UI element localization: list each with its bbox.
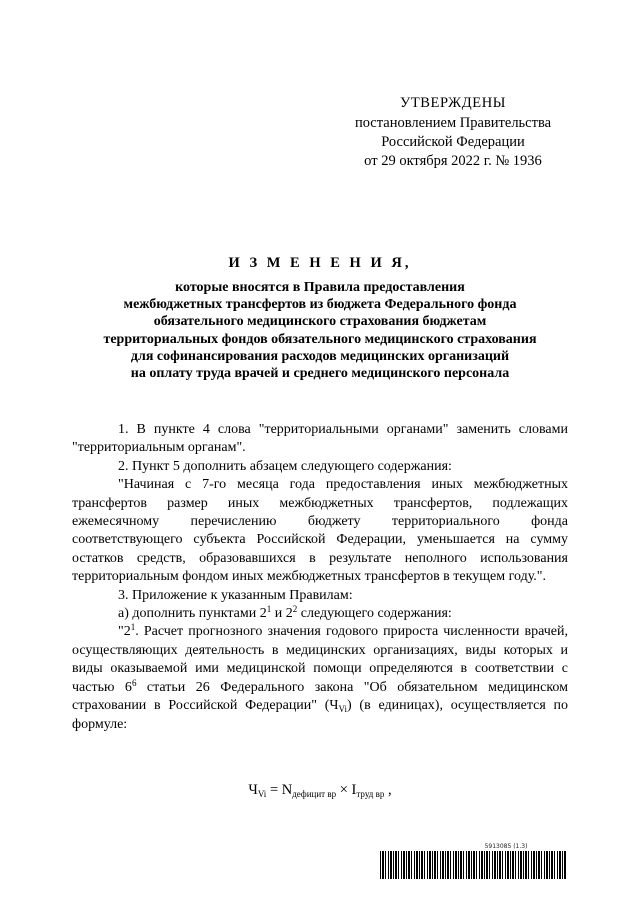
paragraph-5-text-c: следующего содержания: <box>297 606 452 622</box>
superscript: 1 <box>266 604 272 615</box>
superscript: 2 <box>292 604 298 615</box>
document-body <box>72 421 568 734</box>
subscript: Vi <box>338 704 347 715</box>
barcode-icon <box>380 851 566 879</box>
paragraph-5 <box>72 605 568 623</box>
formula-i-subscript: труд вр <box>356 789 385 799</box>
formula-lhs-subscript: Vi <box>257 789 267 799</box>
formula-n-subscript: дефицит вр <box>292 789 337 799</box>
approval-line-2: Российской Федерации <box>381 134 525 150</box>
formula-lhs: Ч <box>248 782 258 798</box>
title-line: которые вносятся в Правила предоставления <box>175 280 465 295</box>
formula-operator: × I <box>336 782 357 798</box>
paragraph-5-text-b: и 2 <box>271 606 293 622</box>
barcode-number: 5913085 (1.3) <box>484 843 528 850</box>
title-main: И З М Е Н Е Н И Я, <box>228 255 412 271</box>
approval-heading: УТВЕРЖДЕНЫ <box>399 95 507 111</box>
paragraph-3: "Начиная с 7-го месяца года предоставления иных межбюджетных трансфертов размер иных межбюджетных трансфертов, подлежащих ежемесячному перечислению бюджету территориального фонда соответствующего субъекта Российской Федерации, уменьшается на сумму остатков средств, образовавшихся в результате неполного использования территориальным фондом иных межбюджетных трансфертов в текущем году.". <box>72 477 568 585</box>
paragraph-1: 1. В пункте 4 слова "территориальными органами" заменить словами "территориальным органам". <box>72 422 568 456</box>
paragraph-6 <box>72 623 568 733</box>
paragraph-2: 2. Пункт 5 дополнить абзацем следующего содержания: <box>118 458 452 474</box>
paragraph-6-text-a: "2 <box>118 624 131 640</box>
superscript: 6 <box>131 677 137 688</box>
superscript: 1 <box>130 622 136 633</box>
paragraph-6-text-b: . Расчет прогнозного значения годового прироста численности врачей, осуществляющих деятельность в медицинских организациях, виды которых и виды оказываемой ими медицинской помощи определяются в соответствии с частью 6 <box>72 624 568 695</box>
title-line: обязательного медицинского страхования бюджетам <box>153 314 487 330</box>
approval-line-1: постановлением Правительства <box>354 115 552 131</box>
formula <box>72 782 568 799</box>
document-title <box>70 255 570 382</box>
title-line: для софинансирования расходов медицинских организаций <box>130 348 510 364</box>
paragraph-5-text-a: а) дополнить пунктами 2 <box>118 606 267 622</box>
approval-block <box>338 94 568 171</box>
title-line: на оплату труда врачей и среднего медицинского персонала <box>130 366 510 382</box>
approval-line-3: от 29 октября 2022 г. № 1936 <box>364 153 542 169</box>
title-subtitle <box>70 279 570 382</box>
paragraph-6-text-c: статьи 26 Федерального закона "Об обязательном медицинском страховании в Российской Федерации" (Ч <box>72 679 569 714</box>
paragraph-4: 3. Приложение к указанным Правилам: <box>118 587 353 603</box>
paragraph-6-text-d: ) (в единицах), осуществляется по формуле: <box>72 698 569 732</box>
formula-tail: , <box>384 782 392 798</box>
title-line: межбюджетных трансфертов из бюджета Федерального фонда <box>123 297 517 313</box>
title-line: территориальных фондов обязательного медицинского страхования <box>103 331 537 347</box>
formula-equals: = N <box>266 782 293 798</box>
